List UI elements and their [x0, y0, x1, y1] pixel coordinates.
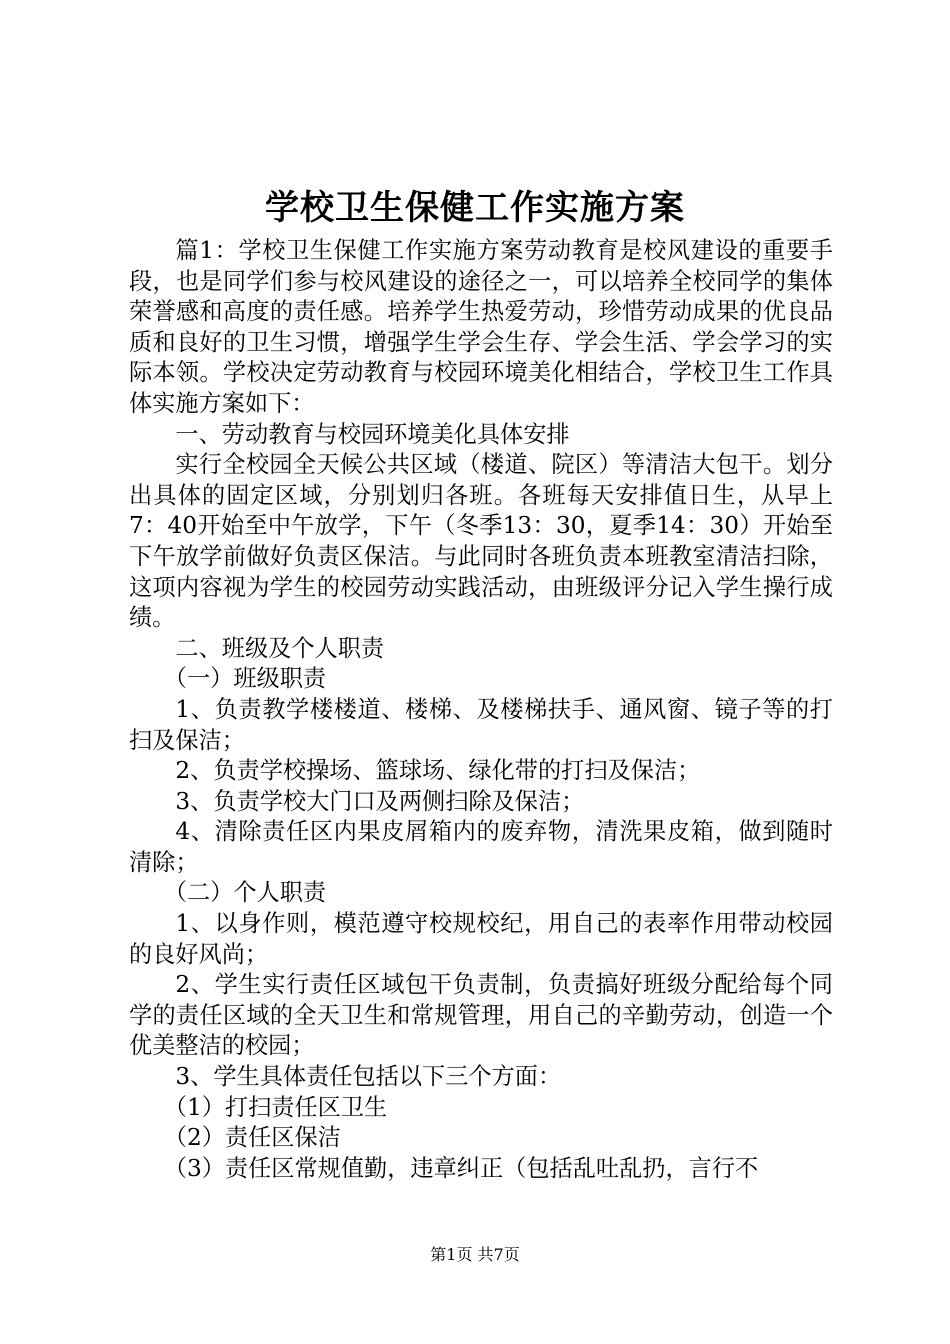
- page-footer: 第1页 共7页: [430, 1245, 520, 1264]
- body-paragraph: （3）责任区常规值勤，违章纠正（包括乱吐乱扔，言行不: [163, 1154, 759, 1182]
- body-paragraph: 篇1：学校卫生保健工作实施方案劳动教育是校风建设的重要手段，也是同学们参与校风建设的途径之一，可以培养全校同学的集体荣誉感和高度的责任感。培养学生热爱劳动，珍惜劳动成果的优良品质和良好的卫生习惯，增强学生学会生存、学会生活、学会学习的实际本领。学校决定劳动教育与校园环境美化相结合，学校卫生工作具体实施方案如下：: [129, 237, 833, 417]
- body-paragraph: 一、劳动教育与校园环境美化具体安排: [175, 420, 570, 448]
- body-paragraph: 1、以身作则，模范遵守校规校纪，用自己的表率作用带动校园的良好风尚；: [129, 910, 833, 968]
- document-title: 学校卫生保健工作实施方案: [265, 188, 685, 228]
- body-paragraph: （一）班级职责: [163, 665, 327, 693]
- body-paragraph: （1）打扫责任区卫生: [163, 1093, 388, 1121]
- document-body: [129, 236, 833, 1184]
- body-paragraph: 二、班级及个人职责: [175, 634, 385, 662]
- body-paragraph: 3、学生具体责任包括以下三个方面：: [175, 1063, 562, 1091]
- body-paragraph: 3、负责学校大门口及两侧扫除及保洁；: [175, 787, 585, 815]
- body-paragraph: 2、学生实行责任区域包干负责制，负责搞好班级分配给每个同学的责任区域的全天卫生和常规管理，用自己的辛勤劳动，创造一个优美整洁的校园；: [129, 971, 833, 1060]
- body-paragraph: 实行全校园全天候公共区域（楼道、院区）等清洁大包干。划分出具体的固定区域，分别划归各班。各班每天安排值日生，从早上7：40开始至中午放学，下午（冬季13：30，夏季14：30）开始至下午放学前做好负责区保洁。与此同时各班负责本班教室清洁扫除，这项内容视为学生的校园劳动实践活动，由班级评分记入学生操行成绩。: [129, 451, 833, 632]
- body-paragraph: 1、负责教学楼楼道、楼梯、及楼梯扶手、通风窗、镜子等的打扫及保洁；: [129, 695, 833, 754]
- body-paragraph: 2、负责学校操场、篮球场、绿化带的打扫及保洁；: [175, 757, 701, 785]
- body-paragraph: （2）责任区保洁: [163, 1124, 341, 1152]
- body-paragraph: （二）个人职责: [163, 879, 327, 907]
- body-paragraph: 4、清除责任区内果皮屑箱内的废弃物，清洗果皮箱，做到随时清除；: [129, 818, 833, 876]
